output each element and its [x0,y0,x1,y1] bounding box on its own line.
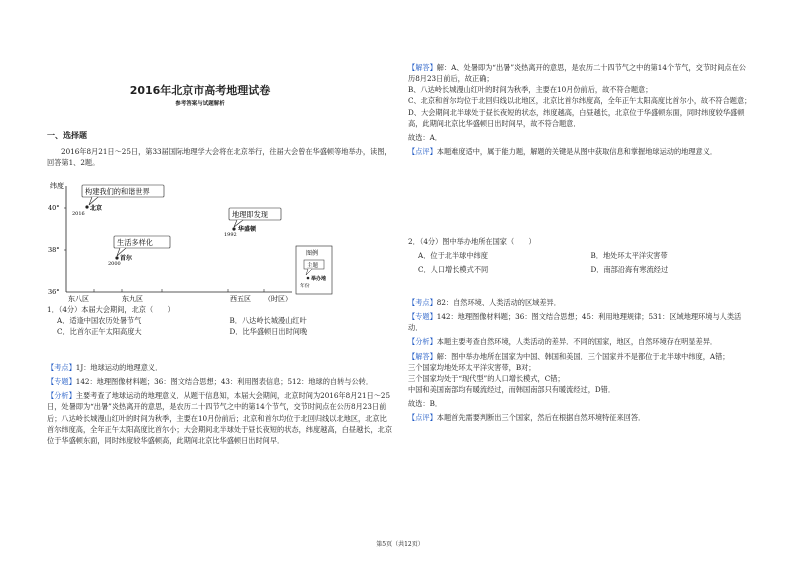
x-tick-east9: 东九区 [122,295,143,303]
page-subtitle: 参考答案与试题解析 [175,101,225,107]
point-washington [232,227,235,230]
legend-year: 年份 [300,284,310,289]
q2-option-a: A．位于北半球中纬度 [418,251,488,261]
q1-analysis [47,362,392,446]
year-beijing: 2016 [72,211,85,217]
q1-block [47,304,392,337]
q1-jieda: 【解答】解：A、处暑即为“出暑”炎热离开的意思，是农历二十四节气之中的第14个节气，交节时间点在公历8月23日前后，故正确； [408,63,746,84]
legend-title: 图例 [306,250,319,257]
q1-option-b: B．八达岭长城漫山红叶 [229,316,307,326]
q2-block [408,236,753,275]
q2-option-d: D．南部沿海有寒流经过 [590,265,669,275]
q2-jieda-c: 三个国家均处于“现代型”的人口增长模式，C错； [408,373,565,383]
q1-jieda-b: B、八达岭长城漫山红叶的时间为秋季，主要在10月份前后，故不符合题意； [408,85,653,95]
q1-jieda-d: D、大会期间北半球处于昼长夜短的状态，纬度越高，白昼越长，北京位于华盛顿东面，同时纬度较华盛顿高，此期间北京比华盛顿日出时间早，故不符合题意． [408,107,745,128]
latitude-timezone-figure [42,176,342,308]
section-heading: 一、选择题 [47,131,87,140]
y-tick-36: 36° [48,288,60,296]
q1-fenxi: 【分析】主要考查了地球运动的地理意义．从题干信息知，本届大会期间，北京时间为2016年8月21日～25日，处暑即为“出暑”炎热离开的意思，是农历二十四节气之中的第14个节气，交节时间点在公历8月23日前后；八达岭长城漫山红叶的时间为秋季，主要在10月份前后；北京和首尔均位于北回归线以北地区，北京比首尔纬度高，全年正午太阳高度比首尔小；大会期间北半球处于昼长夜短的状态，纬度越高，白昼越长，北京位于华盛顿东面，同时纬度较华盛顿高，此期间北京比华盛顿日出时间早． [47,391,393,445]
year-seoul: 2000 [108,261,121,267]
q1-option-c: C．比首尔正午太阳高度大 [57,327,142,337]
q2-analysis [408,297,753,424]
q2-dianping: 【点评】本题首先需要判断出三个国家，然后在根据自然环境特征来回答． [408,413,646,423]
theme-text-seoul: 生活多样化 [117,238,153,247]
q1-stem: 1．（4分）本届大会期间，北京（ ） [47,305,175,314]
theme-text-beijing: 构建我们的和谐世界 [85,187,150,196]
q2-option-b: B．地处环太平洋灾害带 [590,251,668,261]
page-title: 2016年北京市高考地理试卷 [129,84,271,97]
q1-answer: 故选：A． [408,132,442,142]
q2-fenxi: 【分析】本题主要考查自然环境，人类活动的差异．不同的国家，地区，自然环境存在明显差异． [408,337,718,347]
q2-option-c: C．人口增长模式不同 [418,265,489,275]
q2-stem: 2．（4分）图中举办地所在国家（ ） [408,237,536,246]
city-beijing: 北京 [90,205,103,212]
y-tick-40: 40° [48,204,60,212]
q2-kaodian: 【考点】82：自然环境、人类活动的区域差异． [408,298,561,307]
q1-kaodian: 【考点】1J：地球运动的地理意义． [47,363,163,372]
y-tick-38: 38° [48,246,60,254]
q1-option-d: D．比华盛顿日出时间晚 [229,327,308,337]
point-seoul [115,256,118,259]
x-tick-unit: （时区） [264,295,292,303]
intro-paragraph: 2016年8月21日～25日，第33届国际地理学大会将在北京举行，往届大会曾在华盛顿等地举办，读图，回答第1、2题。 [47,147,392,168]
y-axis-title: 纬度 [50,182,64,190]
legend-city: 举办地 [311,276,327,282]
q2-jieda: 【解答】解：图中举办地所在国家为中国、韩国和美国．三个国家并不是都位于北半球中纬度，A错； [408,351,730,361]
q1-dianping: 【点评】本题难度适中，属于能力题，解题的关键是从图中获取信息和掌握地球运动的地理意义． [408,147,718,157]
q1-zhuanti: 【专题】142：地理图像材料题；36：图文结合思想；43：利用图表信息；512：地球的自转与公转． [47,377,374,387]
q2-jieda-d: 中国和美国南部均有暖流经过，而韩国南部只有暖流经过，D错． [408,385,616,395]
q1-solution [408,62,753,157]
point-beijing [85,205,88,208]
page-footer: 第5页（共12页） [376,541,424,548]
q1-option-a: A．适逢中国农历处暑节气 [57,316,142,326]
x-tick-west5: 西五区 [230,295,251,303]
city-seoul: 首尔 [120,255,133,262]
year-washington: 1992 [224,232,237,238]
q1-jieda-c: C、北京和首尔均位于北回归线以北地区，北京比首尔纬度高，全年正午太阳高度比首尔小，故不符合题意； [408,96,752,106]
q2-jieda-b: 三个国家均地处环太平洋灾害带，B对； [408,362,536,372]
q2-answer: 故选：B． [408,399,443,409]
q2-zhuanti: 【专题】142：地理图像材料题；36：图文结合思想；45：利用地理规律；531：区域地理环境与人类活动． [408,312,742,333]
x-tick-east8: 东八区 [68,295,89,303]
theme-text-washington: 地理即发现 [232,210,268,219]
legend-theme: 主题 [307,263,319,269]
city-washington: 华盛顿 [238,226,257,233]
